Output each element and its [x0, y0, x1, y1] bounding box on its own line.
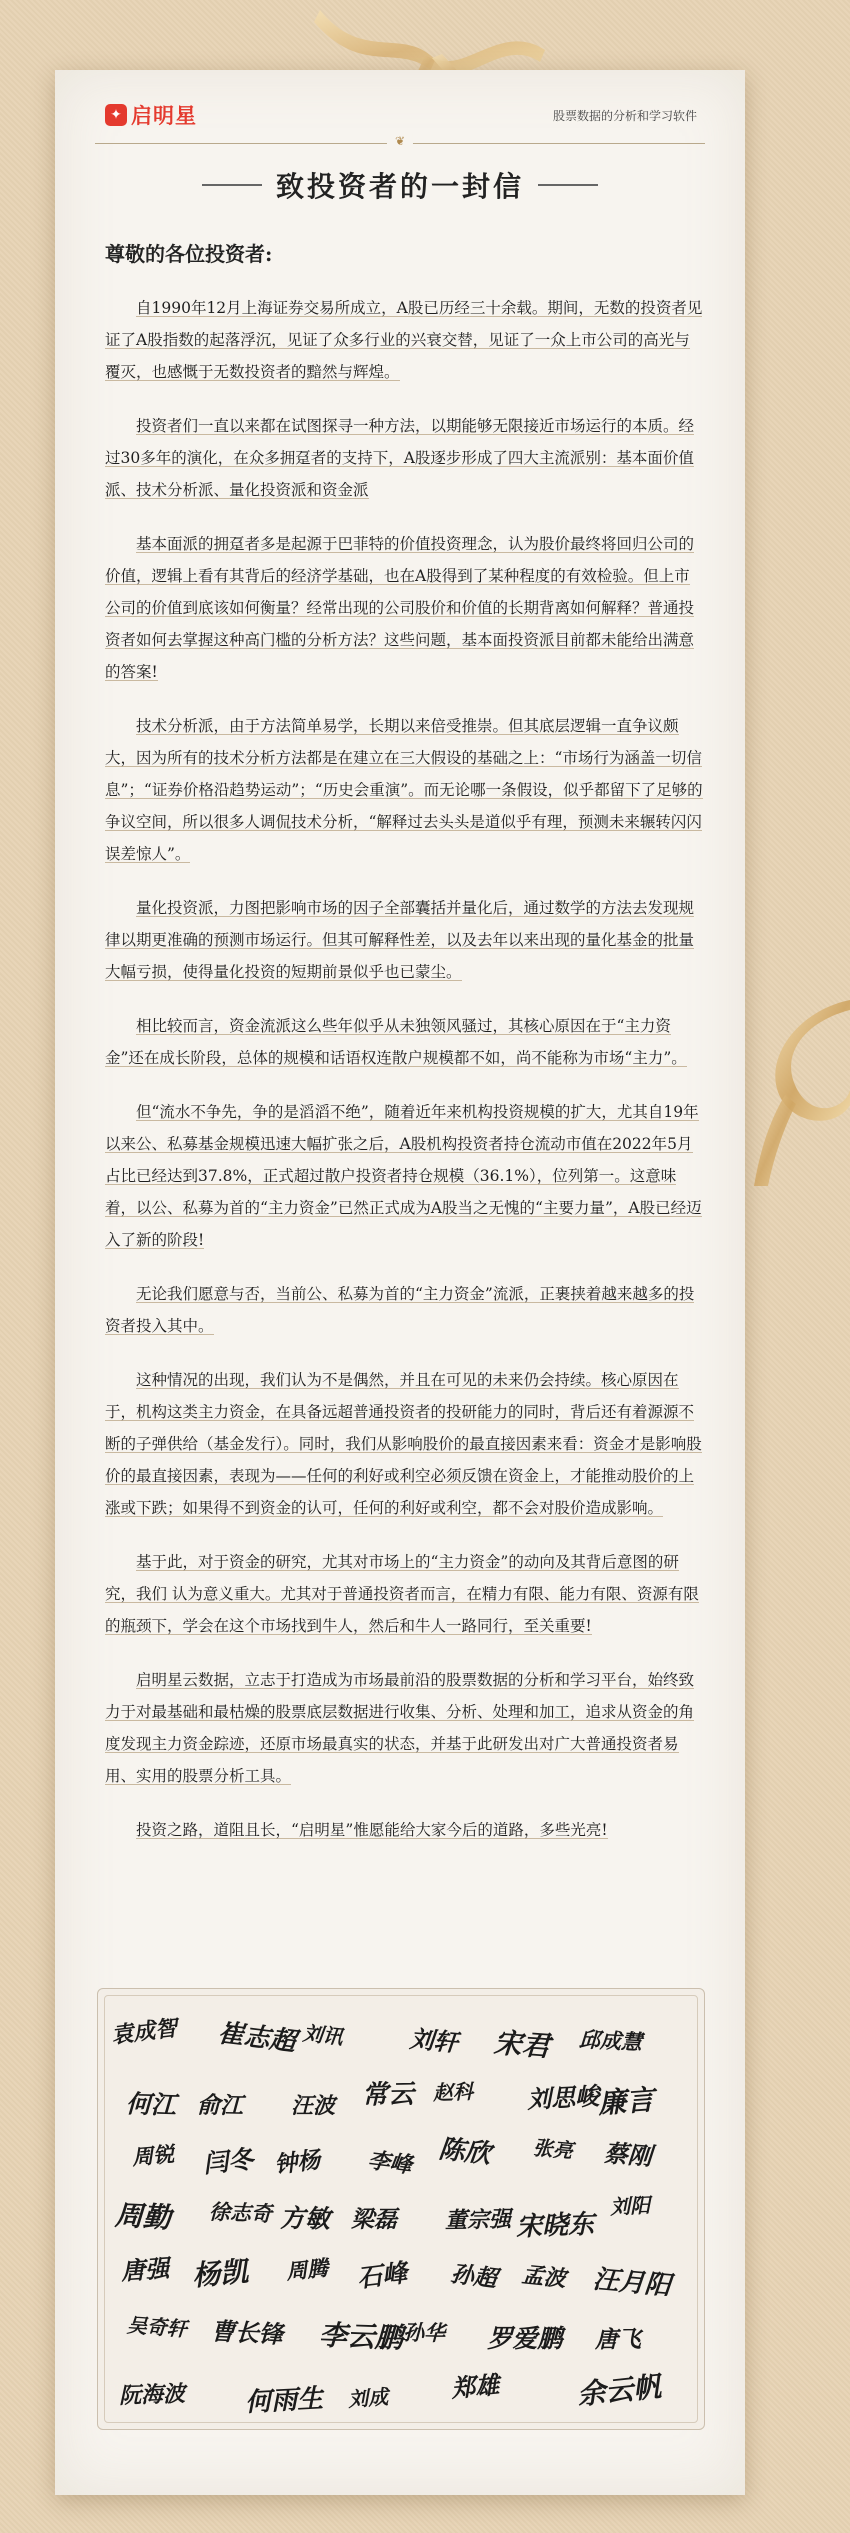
signature: 刘成 — [347, 2384, 389, 2412]
signature: 常云 — [361, 2079, 415, 2111]
paragraph: 这种情况的出现，我们认为不是偶然，并且在可见的未来仍会持续。核心原因在于，机构这类主力资金，在具备远超普通投资者的投研能力的同时，背后还有着源源不断的子弹供给（基金发行）。同时，我们从影响股价的最直接因素来看：资金才是影响股价的最直接因素，表现为——任何的利好或利空必须反馈在资金上，才能推动股价的上涨或下跌；如果得不到资金的认可，任何的利好或利空，都不会对股价造成影响。 — [105, 1371, 702, 1517]
signature: 袁成智 — [109, 2015, 179, 2049]
signature: 刘轩 — [408, 2023, 459, 2058]
paragraph: 投资之路，道阻且长，“启明星”惟愿能给大家今后的道路，多些光亮! — [136, 1821, 608, 1839]
signature: 刘思峻 — [526, 2081, 600, 2114]
brand — [105, 100, 197, 130]
signature: 阮海波 — [118, 2380, 186, 2410]
paragraph: 技术分析派，由于方法简单易学，长期以来倍受推崇。但其底层逻辑一直争议颇大，因为所有的技术分析方法都是在建立在三大假设的基础之上：“市场行为涵盖一切信息”；“证券价格沿趋势运动”；“历史会重演”。而无论哪一条假设，似乎都留下了足够的争议空间，所以很多人调侃技术分析，“解释过去头头是道似乎有理，预测未来辗转闪闪误差惊人”。 — [105, 717, 703, 863]
signature: 梁磊 — [351, 2206, 397, 2233]
signature: 孙超 — [449, 2260, 499, 2293]
letter-title: 致投资者的一封信 — [275, 170, 524, 203]
signature: 汪月阳 — [591, 2264, 672, 2302]
signature: 钟杨 — [272, 2146, 322, 2179]
signature: 崔志超 — [216, 2018, 298, 2058]
paragraph: 量化投资派，力图把影响市场的因子全部囊括并量化后，通过数学的方法去发现规律以期更准确的预测市场运行。但其可解释性差，以及去年以来出现的量化基金的批量大幅亏损，使得量化投资的短期前景似乎也已蒙尘。 — [105, 899, 695, 981]
signature: 汪波 — [291, 2093, 336, 2119]
paragraph: 基本面派的拥趸者多是起源于巴菲特的价值投资理念，认为股价最终将回归公司的价值，逻辑上看有其背后的经济学基础，也在A股得到了某种程度的有效检验。但上市公司的价值到底该如何衡量？经常出现的公司股价和价值的长期背离如何解释？普通投资者如何去掌握这种高门槛的分析方法？这些问题，基本面投资派目前都未能给出满意的答案! — [105, 535, 695, 681]
signature: 何江 — [125, 2089, 177, 2120]
title-block — [55, 165, 745, 205]
signature: 余云帆 — [575, 2369, 663, 2412]
paragraph: 无论我们愿意与否，当前公、私募为首的“主力资金”流派，正裹挟着越来越多的投资者投入其中。 — [105, 1285, 695, 1335]
signature: 孙华 — [402, 2319, 446, 2346]
paragraph: 相比较而言，资金流派这么些年似乎从未独领风骚过，其核心原因在于“主力资金”还在成长阶段，总体的规模和话语权连散户规模都不如，尚不能称为市场“主力”。 — [105, 1017, 687, 1067]
signature: 曹长锋 — [210, 2316, 284, 2349]
letter-body — [105, 292, 703, 1868]
signature: 刘讯 — [301, 2020, 344, 2050]
paragraph: 启明星云数据，立志于打造成为市场最前沿的股票数据的分析和学习平台，始终致力于对最基础和最枯燥的股票底层数据进行收集、分析、处理和加工，追求从资金的角度发现主力资金踪迹，还原市场最真实的状态，并基于此研发出对广大普通投资者易用、实用的股票分析工具。 — [105, 1671, 695, 1785]
signature: 唐强 — [120, 2253, 171, 2286]
signature: 董宗强 — [444, 2206, 512, 2234]
letter-paper — [55, 70, 745, 2495]
signature: 石峰 — [355, 2258, 409, 2293]
signature: 方敏 — [279, 2203, 331, 2234]
tagline: 股票数据的分析和学习软件 — [552, 109, 697, 123]
signature-panel-border — [104, 1995, 698, 2423]
paragraph: 自1990年12月上海证券交易所成立，A股已历经三十余载。期间，无数的投资者见证了A股指数的起落浮沉，见证了众多行业的兴衰交替，见证了一众上市公司的高光与覆灭，也感慨于无数投资者的黯然与辉煌。 — [105, 299, 703, 381]
signature: 周勤 — [114, 2198, 172, 2235]
signature: 蔡刚 — [602, 2138, 653, 2171]
signature: 宋晓东 — [515, 2209, 595, 2243]
paragraph: 基于此，对于资金的研究，尤其对市场上的“主力资金”的动向及其背后意图的研究，我们 认为意义重大。尤其对于普通投资者而言，在精力有限、能力有限、资源有限的瓶颈下，学会在这个市场找到牛人，然后和牛人一路同行，至关重要! — [105, 1553, 699, 1635]
signature: 孟波 — [520, 2261, 568, 2293]
title-rule-right — [538, 184, 598, 186]
signature: 周锐 — [131, 2141, 176, 2170]
paragraph: 但“流水不争先，争的是滔滔不绝”，随着近年来机构投资规模的扩大，尤其自19年以来公、私募基金规模迅速大幅扩张之后，A股机构投资者持仓流动市值在2022年5月占比已经达到37.8%，正式超过散户投资者持仓规模（36.1%），位列第一。这意味着，以公、私募为首的“主力资金”已然正式成为A股当之无愧的“主要力量”，A股已经迈入了新的阶段! — [105, 1103, 702, 1249]
signature: 张亮 — [531, 2135, 574, 2163]
title-rule-left — [202, 184, 262, 186]
signature: 徐志奇 — [208, 2198, 273, 2227]
signature: 邱成慧 — [578, 2026, 643, 2055]
signature: 赵科 — [432, 2079, 474, 2105]
signature: 杨凯 — [190, 2254, 250, 2293]
signature: 唐飞 — [594, 2325, 641, 2354]
paragraph: 投资者们一直以来都在试图探寻一种方法，以期能够无限接近市场运行的本质。经过30多年的演化，在众多拥趸者的支持下，A股逐步形成了四大主流派别：基本面价值派、技术分析派、量化投资派和资金派 — [105, 417, 695, 499]
signature: 李云鹏 — [318, 2318, 404, 2355]
signature: 吴奇轩 — [126, 2312, 188, 2342]
signature: 周腾 — [284, 2254, 330, 2285]
signature: 廉言 — [597, 2083, 656, 2120]
signature: 闫冬 — [201, 2144, 255, 2179]
signature: 罗爱鹏 — [487, 2324, 563, 2353]
signature: 俞江 — [196, 2091, 244, 2120]
ornament-icon: ❦ — [387, 134, 413, 148]
signature: 郑雄 — [450, 2369, 501, 2404]
ribbon-decoration-side — [740, 1000, 850, 1190]
brand-name: 启明星 — [131, 104, 197, 128]
signature: 陈欣 — [437, 2134, 493, 2170]
signature: 何雨生 — [244, 2383, 324, 2419]
signature: 宋君 — [493, 2026, 552, 2063]
salutation: 尊敬的各位投资者: — [105, 242, 273, 266]
signature: 刘阳 — [609, 2192, 651, 2220]
signature: 李峰 — [366, 2147, 414, 2179]
signature-panel — [97, 1988, 705, 2430]
star-logo-icon: ✦ — [105, 104, 127, 126]
